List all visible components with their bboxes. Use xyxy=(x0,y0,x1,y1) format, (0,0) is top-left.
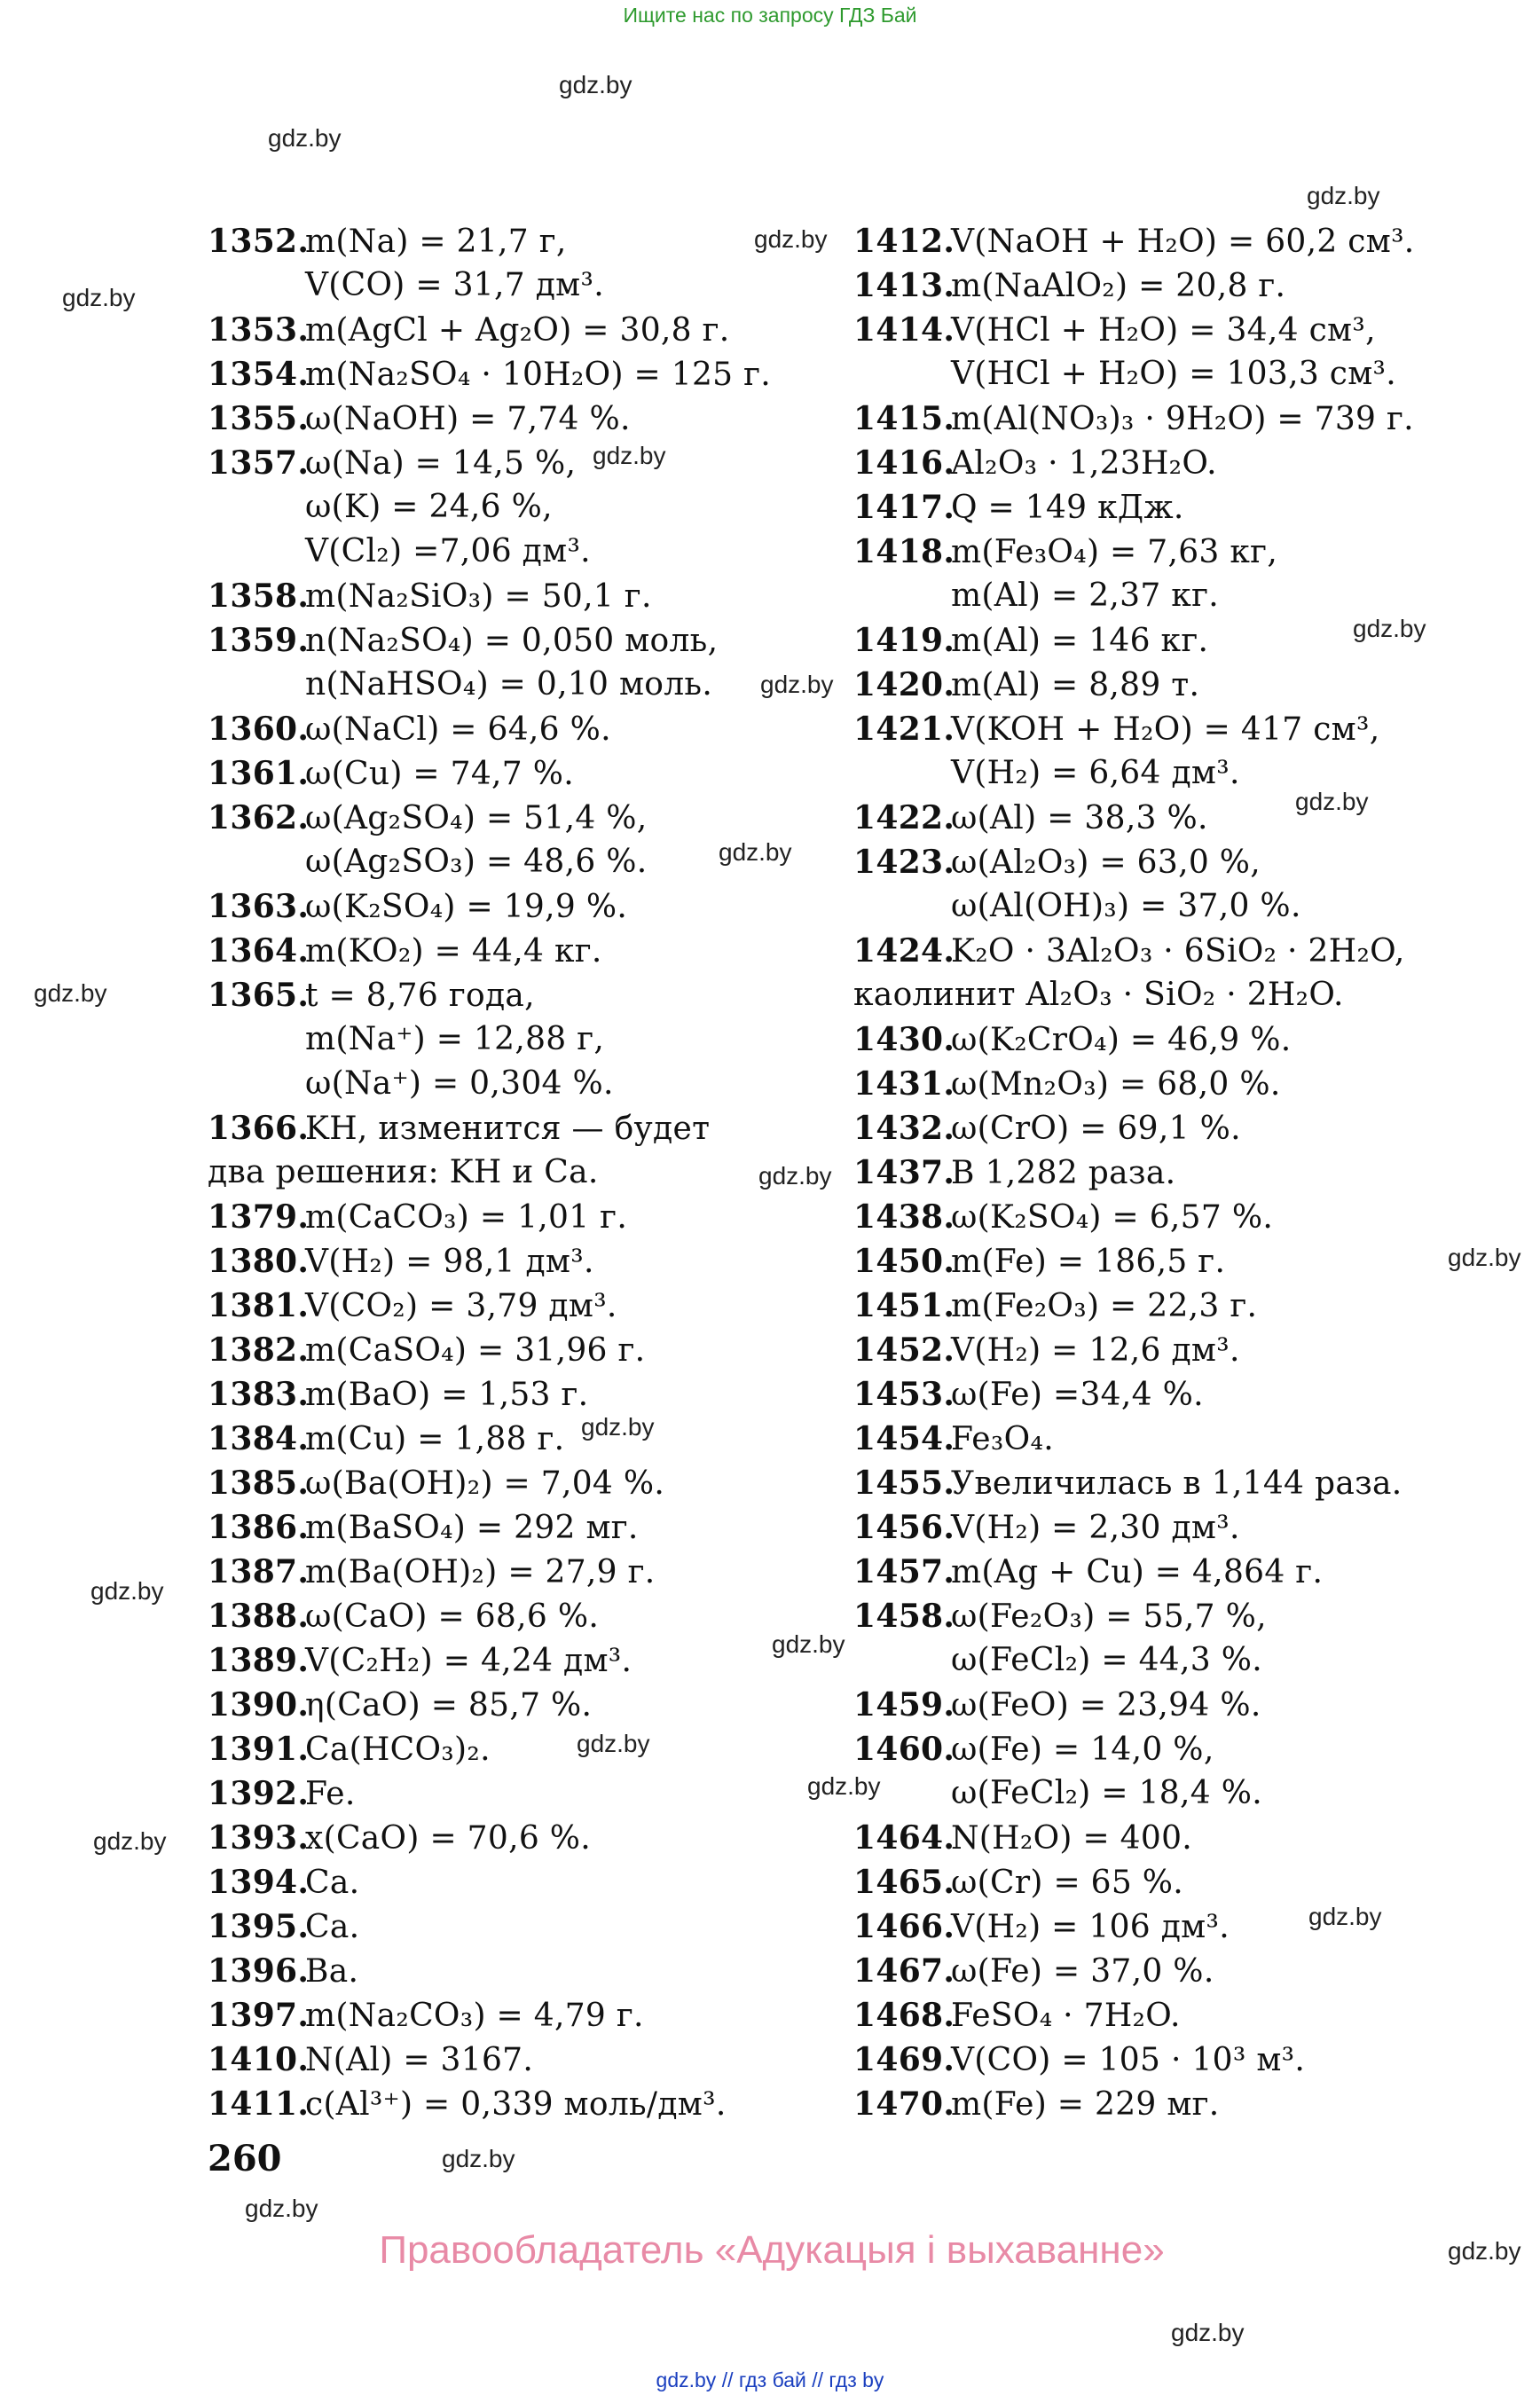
watermark: gdz.by xyxy=(1448,2237,1521,2265)
answer-text: V(CO) = 31,7 дм³. xyxy=(305,267,604,303)
watermark: gdz.by xyxy=(245,2195,318,2222)
answer-text: m(Na⁺) = 12,88 г, xyxy=(305,1021,605,1057)
answer-row xyxy=(853,2082,1474,2126)
problem-number: 1392. xyxy=(208,1775,310,1812)
answer-row xyxy=(208,1638,775,1683)
problem-number: 1469. xyxy=(853,2041,955,2078)
answer-row xyxy=(208,1017,775,1062)
problem-number: 1415. xyxy=(853,400,955,437)
watermark: gdz.by xyxy=(593,442,666,469)
answer-text: m(BaSO₄) = 292 мг. xyxy=(305,1510,639,1546)
answer-text: x(CaO) = 70,6 %. xyxy=(305,1820,592,1857)
problem-number: 1421. xyxy=(853,711,955,748)
answers-left-column xyxy=(208,219,775,2126)
answer-text: N(Al) = 3167. xyxy=(305,2042,534,2078)
answer-text: V(CO) = 105 · 10³ м³. xyxy=(951,2042,1306,2078)
problem-number: 1466. xyxy=(853,1908,955,1945)
answer-row xyxy=(853,1638,1474,1683)
answer-row xyxy=(208,973,775,1017)
problem-number: 1365. xyxy=(208,977,310,1014)
problem-number: 1437. xyxy=(853,1154,955,1191)
watermark: gdz.by xyxy=(1307,182,1380,209)
answer-text: ω(Al₂O₃) = 63,0 %, xyxy=(951,844,1261,881)
answer-text: V(C₂H₂) = 4,24 дм³. xyxy=(305,1643,632,1679)
answer-row xyxy=(208,352,775,397)
answer-text: m(Na₂SiO₃) = 50,1 г. xyxy=(305,578,652,615)
problem-number: 1459. xyxy=(853,1686,955,1724)
answer-row xyxy=(208,219,775,263)
answer-row xyxy=(208,1993,775,2038)
answer-text: Fe. xyxy=(305,1776,356,1812)
answer-text: m(Na₂SO₄ · 10H₂O) = 125 г. xyxy=(305,357,772,393)
answer-text: ω(Na) = 14,5 %, xyxy=(305,445,577,482)
problem-number: 1361. xyxy=(208,755,310,792)
answer-text: ω(Fe) = 37,0 %. xyxy=(951,1953,1214,1990)
answer-text: ω(NaCl) = 64,6 %. xyxy=(305,711,611,748)
answer-text: m(Fe₂O₃) = 22,3 г. xyxy=(951,1288,1258,1324)
answer-text: Ca. xyxy=(305,1909,360,1945)
answer-text: m(Na₂CO₃) = 4,79 г. xyxy=(305,1998,644,2034)
answer-row xyxy=(853,1372,1474,1417)
answer-row xyxy=(208,1195,775,1239)
answer-text: η(CaO) = 85,7 %. xyxy=(305,1687,593,1724)
problem-number: 1358. xyxy=(208,577,310,615)
answer-text: c(Al³⁺) = 0,339 моль/дм³. xyxy=(305,2086,727,2123)
answer-row xyxy=(853,1683,1474,1727)
answer-row xyxy=(208,796,775,840)
answer-row xyxy=(853,485,1474,530)
problem-number: 1362. xyxy=(208,799,310,836)
answer-row xyxy=(853,1062,1474,1106)
answer-row xyxy=(853,707,1474,751)
answer-text: ω(CrO) = 69,1 %. xyxy=(951,1111,1241,1147)
problem-number: 1414. xyxy=(853,311,955,349)
answer-row xyxy=(853,663,1474,707)
answer-row xyxy=(208,1904,775,1949)
answer-text: V(H₂) = 98,1 дм³. xyxy=(305,1244,594,1280)
answer-text: m(CaSO₄) = 31,96 г. xyxy=(305,1332,646,1369)
problem-number: 1423. xyxy=(853,844,955,881)
answer-row xyxy=(853,219,1474,263)
watermark: gdz.by xyxy=(1295,788,1369,815)
answer-row xyxy=(208,1150,775,1195)
answers-right-column xyxy=(853,219,1474,2126)
problem-number: 1382. xyxy=(208,1331,310,1369)
answer-text: каолинит Al₂O₃ · SiO₂ · 2H₂O. xyxy=(853,977,1344,1013)
answer-text: ω(Al) = 38,3 %. xyxy=(951,800,1208,836)
answer-text: ω(K₂SO₄) = 19,9 %. xyxy=(305,889,628,925)
problem-number: 1413. xyxy=(853,267,955,304)
answer-text: m(Al) = 8,89 т. xyxy=(951,667,1200,703)
answer-row xyxy=(853,530,1474,574)
problem-number: 1391. xyxy=(208,1731,310,1768)
answer-text: Ca(HCO₃)₂. xyxy=(305,1732,491,1768)
answer-text: ω(Al(OH)₃) = 37,0 %. xyxy=(951,888,1301,924)
problem-number: 1422. xyxy=(853,799,955,836)
watermark: gdz.by xyxy=(760,671,834,698)
answer-row xyxy=(853,884,1474,929)
watermark: gdz.by xyxy=(719,838,792,866)
answer-row xyxy=(208,485,775,530)
answer-text: Увеличилась в 1,144 раза. xyxy=(951,1465,1402,1502)
watermark: gdz.by xyxy=(754,225,828,253)
answer-text: два решения: KH и Ca. xyxy=(208,1154,599,1190)
problem-number: 1424. xyxy=(853,932,955,970)
answer-text: V(Cl₂) =7,06 дм³. xyxy=(305,533,591,569)
answer-text: ω(Fe₂O₃) = 55,7 %, xyxy=(951,1598,1267,1635)
watermark: gdz.by xyxy=(581,1413,655,1441)
watermark: gdz.by xyxy=(807,1772,881,1800)
answer-row xyxy=(853,308,1474,352)
answer-row xyxy=(853,1993,1474,2038)
problem-number: 1384. xyxy=(208,1420,310,1457)
watermark: gdz.by xyxy=(577,1730,650,1757)
watermark: gdz.by xyxy=(90,1577,164,1605)
answer-text: m(Al(NO₃)₃ · 9H₂O) = 739 г. xyxy=(951,401,1414,437)
answer-text: ω(Na⁺) = 0,304 %. xyxy=(305,1065,614,1102)
answer-text: N(H₂O) = 400. xyxy=(951,1820,1193,1857)
problem-number: 1355. xyxy=(208,400,310,437)
answer-row xyxy=(208,1239,775,1284)
answer-row xyxy=(208,618,775,663)
answer-text: ω(FeCl₂) = 18,4 %. xyxy=(951,1775,1262,1811)
answer-row xyxy=(208,1062,775,1106)
answer-row xyxy=(208,263,775,308)
problem-number: 1387. xyxy=(208,1553,310,1590)
answer-row xyxy=(208,530,775,574)
answer-text: m(Fe) = 229 мг. xyxy=(951,2086,1220,2123)
answer-row xyxy=(208,2038,775,2082)
answer-text: Fe₃O₄. xyxy=(951,1421,1054,1457)
problem-number: 1418. xyxy=(853,533,955,570)
problem-number: 1411. xyxy=(208,2085,310,2123)
watermark: gdz.by xyxy=(1353,615,1426,642)
answer-row xyxy=(853,1417,1474,1461)
problem-number: 1389. xyxy=(208,1642,310,1679)
answer-text: V(HCl + H₂O) = 103,3 см³. xyxy=(951,356,1397,392)
problem-number: 1380. xyxy=(208,1243,310,1280)
answer-text: KH, изменится — будет xyxy=(305,1111,711,1147)
answer-text: ω(K) = 24,6 %, xyxy=(305,489,553,525)
answer-text: ω(Ag₂SO₃) = 48,6 %. xyxy=(305,844,648,880)
answer-text: V(KOH + H₂O) = 417 см³, xyxy=(951,711,1380,748)
problem-number: 1467. xyxy=(853,1952,955,1990)
watermark: gdz.by xyxy=(93,1827,167,1855)
problem-number: 1456. xyxy=(853,1509,955,1546)
answer-text: n(Na₂SO₄) = 0,050 моль, xyxy=(305,623,719,659)
problem-number: 1366. xyxy=(208,1110,310,1147)
answer-text: Ca. xyxy=(305,1865,360,1901)
answer-row xyxy=(208,1461,775,1505)
answer-text: m(Fe) = 186,5 г. xyxy=(951,1244,1226,1280)
answer-row xyxy=(853,263,1474,308)
problem-number: 1419. xyxy=(853,622,955,659)
problem-number: 1359. xyxy=(208,622,310,659)
answer-text: m(CaCO₃) = 1,01 г. xyxy=(305,1199,628,1236)
answer-row xyxy=(208,1860,775,1904)
answer-row xyxy=(853,2038,1474,2082)
problem-number: 1460. xyxy=(853,1731,955,1768)
problem-number: 1357. xyxy=(208,444,310,482)
answer-row xyxy=(208,1505,775,1550)
answer-row xyxy=(853,1106,1474,1150)
top-search-link[interactable]: Ищите нас по запросу ГДЗ Бай xyxy=(623,4,917,27)
answer-row xyxy=(853,1550,1474,1594)
answer-text: K₂O · 3Al₂O₃ · 6SiO₂ · 2H₂O, xyxy=(951,933,1405,970)
problem-number: 1455. xyxy=(853,1465,955,1502)
problem-number: 1394. xyxy=(208,1864,310,1901)
answer-text: V(CO₂) = 3,79 дм³. xyxy=(305,1288,617,1324)
problem-number: 1386. xyxy=(208,1509,310,1546)
answer-row xyxy=(208,1727,775,1771)
watermark: gdz.by xyxy=(559,71,632,98)
answer-row xyxy=(853,840,1474,884)
problem-number: 1388. xyxy=(208,1598,310,1635)
answer-row xyxy=(853,929,1474,973)
answer-row xyxy=(208,1284,775,1328)
answer-text: ω(NaOH) = 7,74 %. xyxy=(305,401,631,437)
answer-row xyxy=(853,1461,1474,1505)
answer-row xyxy=(853,1816,1474,1860)
answer-row xyxy=(208,884,775,929)
problem-number: 1430. xyxy=(853,1021,955,1058)
answer-text: m(NaAlO₂) = 20,8 г. xyxy=(951,268,1286,304)
answer-text: V(H₂) = 12,6 дм³. xyxy=(951,1332,1240,1369)
footer-links[interactable]: gdz.by // гдз бай // гдз by xyxy=(656,2368,884,2391)
answer-text: ω(FeO) = 23,94 %. xyxy=(951,1687,1261,1724)
answer-text: ω(Cr) = 65 %. xyxy=(951,1865,1184,1901)
answer-row xyxy=(853,796,1474,840)
problem-number: 1395. xyxy=(208,1908,310,1945)
answer-text: FeSO₄ · 7H₂O. xyxy=(951,1998,1181,2034)
answer-text: В 1,282 раза. xyxy=(951,1155,1176,1191)
answer-row xyxy=(853,1949,1474,1993)
problem-number: 1396. xyxy=(208,1952,310,1990)
answer-row xyxy=(853,1239,1474,1284)
answer-row xyxy=(853,973,1474,1017)
watermark: gdz.by xyxy=(34,979,107,1007)
answer-row xyxy=(208,1106,775,1150)
answer-text: m(Al) = 146 кг. xyxy=(951,623,1209,659)
problem-number: 1412. xyxy=(853,223,955,260)
problem-number: 1390. xyxy=(208,1686,310,1724)
answer-row xyxy=(853,1195,1474,1239)
answer-text: m(KO₂) = 44,4 кг. xyxy=(305,933,602,970)
answer-row xyxy=(853,1284,1474,1328)
answer-text: V(H₂) = 6,64 дм³. xyxy=(951,755,1240,791)
copyright-notice: Правообладатель «Адукацыя і выхаванне» xyxy=(379,2228,1165,2272)
problem-number: 1432. xyxy=(853,1110,955,1147)
problem-number: 1457. xyxy=(853,1553,955,1590)
answer-row xyxy=(853,574,1474,618)
answer-row xyxy=(208,308,775,352)
answer-text: ω(Fe) = 14,0 %, xyxy=(951,1732,1214,1768)
problem-number: 1452. xyxy=(853,1331,955,1369)
problem-number: 1353. xyxy=(208,311,310,349)
problem-number: 1454. xyxy=(853,1420,955,1457)
answer-text: ω(Ag₂SO₄) = 51,4 %, xyxy=(305,800,648,836)
problem-number: 1397. xyxy=(208,1997,310,2034)
problem-number: 1379. xyxy=(208,1198,310,1236)
answer-text: m(BaO) = 1,53 г. xyxy=(305,1377,589,1413)
problem-number: 1416. xyxy=(853,444,955,482)
answer-text: ω(FeCl₂) = 44,3 %. xyxy=(951,1642,1262,1678)
problem-number: 1410. xyxy=(208,2041,310,2078)
answer-text: n(NaHSO₄) = 0,10 моль. xyxy=(305,666,713,703)
answer-row xyxy=(208,929,775,973)
answer-row xyxy=(208,1372,775,1417)
answer-row xyxy=(208,1683,775,1727)
problem-number: 1431. xyxy=(853,1065,955,1103)
answer-text: V(H₂) = 106 дм³. xyxy=(951,1909,1230,1945)
answer-text: Q = 149 кДж. xyxy=(951,490,1184,526)
problem-number: 1458. xyxy=(853,1598,955,1635)
watermark: gdz.by xyxy=(1308,1903,1382,1930)
answer-row xyxy=(853,751,1474,796)
answer-text: ω(K₂CrO₄) = 46,9 %. xyxy=(951,1022,1292,1058)
problem-number: 1465. xyxy=(853,1864,955,1901)
answer-row xyxy=(208,840,775,884)
answer-row xyxy=(208,663,775,707)
answer-row xyxy=(853,352,1474,397)
answer-text: m(Ag + Cu) = 4,864 г. xyxy=(951,1554,1324,1590)
answer-row xyxy=(853,441,1474,485)
answer-text: Ba. xyxy=(305,1953,359,1990)
answer-text: m(AgCl + Ag₂O) = 30,8 г. xyxy=(305,312,730,349)
answer-row xyxy=(208,2082,775,2126)
answer-row xyxy=(853,1328,1474,1372)
answer-row xyxy=(853,1727,1474,1771)
answer-row xyxy=(853,1017,1474,1062)
problem-number: 1352. xyxy=(208,223,310,260)
problem-number: 1360. xyxy=(208,711,310,748)
answer-row xyxy=(853,1594,1474,1638)
answer-row xyxy=(208,1594,775,1638)
answer-text: t = 8,76 года, xyxy=(305,978,535,1014)
answer-text: ω(CaO) = 68,6 %. xyxy=(305,1598,600,1635)
problem-number: 1385. xyxy=(208,1465,310,1502)
watermark: gdz.by xyxy=(1171,2319,1245,2346)
problem-number: 1383. xyxy=(208,1376,310,1413)
answer-text: ω(Mn₂O₃) = 68,0 %. xyxy=(951,1066,1281,1103)
answer-row xyxy=(208,1949,775,1993)
page-number: 260 xyxy=(208,2138,282,2179)
problem-number: 1438. xyxy=(853,1198,955,1236)
answer-row xyxy=(208,1328,775,1372)
answer-text: m(Cu) = 1,88 г. xyxy=(305,1421,565,1457)
problem-number: 1450. xyxy=(853,1243,955,1280)
problem-number: 1420. xyxy=(853,666,955,703)
answer-row xyxy=(208,441,775,485)
answer-row xyxy=(853,1150,1474,1195)
answer-row xyxy=(208,574,775,618)
watermark: gdz.by xyxy=(62,284,136,311)
problem-number: 1470. xyxy=(853,2085,955,2123)
answer-row xyxy=(208,397,775,441)
problem-number: 1453. xyxy=(853,1376,955,1413)
answer-row xyxy=(208,1771,775,1816)
answer-row xyxy=(853,1505,1474,1550)
answer-text: V(NaOH + H₂O) = 60,2 см³. xyxy=(951,224,1415,260)
problem-number: 1393. xyxy=(208,1819,310,1857)
problem-number: 1464. xyxy=(853,1819,955,1857)
answer-text: ω(Fe) =34,4 %. xyxy=(951,1377,1204,1413)
problem-number: 1381. xyxy=(208,1287,310,1324)
answer-row xyxy=(208,1550,775,1594)
watermark: gdz.by xyxy=(1448,1244,1521,1271)
answer-row xyxy=(853,1860,1474,1904)
answer-text: ω(Ba(OH)₂) = 7,04 %. xyxy=(305,1465,665,1502)
answer-text: m(Ba(OH)₂) = 27,9 г. xyxy=(305,1554,656,1590)
answer-row xyxy=(208,1417,775,1461)
answer-text: m(Na) = 21,7 г, xyxy=(305,224,567,260)
problem-number: 1451. xyxy=(853,1287,955,1324)
problem-number: 1354. xyxy=(208,356,310,393)
answer-text: Al₂O₃ · 1,23H₂O. xyxy=(951,445,1217,482)
problem-number: 1468. xyxy=(853,1997,955,2034)
answer-text: m(Fe₃O₄) = 7,63 кг, xyxy=(951,534,1278,570)
answer-text: V(H₂) = 2,30 дм³. xyxy=(951,1510,1240,1546)
watermark: gdz.by xyxy=(758,1162,832,1190)
watermark: gdz.by xyxy=(442,2145,515,2172)
answer-row xyxy=(853,397,1474,441)
answer-text: m(Al) = 2,37 кг. xyxy=(951,577,1219,614)
answer-text: ω(Cu) = 74,7 %. xyxy=(305,756,574,792)
answer-row xyxy=(853,1771,1474,1816)
answer-row xyxy=(208,1816,775,1860)
problem-number: 1364. xyxy=(208,932,310,970)
answer-text: ω(K₂SO₄) = 6,57 %. xyxy=(951,1199,1274,1236)
answer-row xyxy=(208,751,775,796)
answer-row xyxy=(208,707,775,751)
answer-text: V(HCl + H₂O) = 34,4 см³, xyxy=(951,312,1376,349)
watermark: gdz.by xyxy=(268,124,342,152)
watermark: gdz.by xyxy=(772,1630,845,1658)
problem-number: 1363. xyxy=(208,888,310,925)
problem-number: 1417. xyxy=(853,489,955,526)
